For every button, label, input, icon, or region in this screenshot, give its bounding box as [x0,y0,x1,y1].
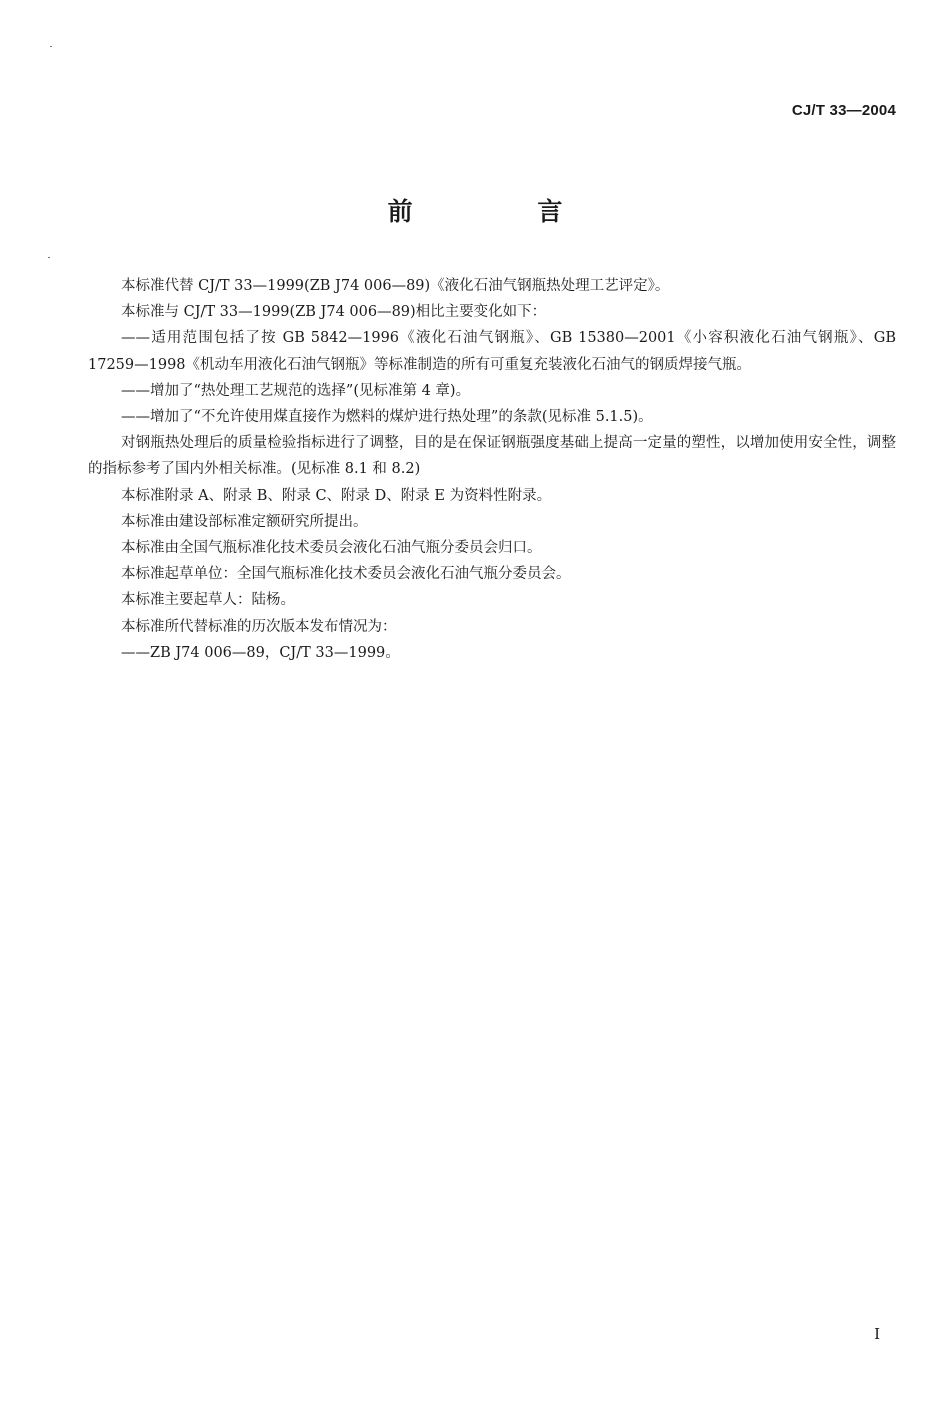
paragraph: ——增加了“不允许使用煤直接作为燃料的煤炉进行热处理”的条款(见标准 5.1.5)。 [121,409,653,426]
foreword-body [88,273,896,666]
standard-code: CJ/T 33—2004 [791,102,896,119]
paragraph: 本标准由建设部标准定额研究所提出。 [121,513,368,530]
page-number: I [874,1325,880,1343]
page-title: 前 言 [387,197,621,226]
paragraph: 本标准主要起草人：陆杨。 [121,592,295,609]
paragraph: 本标准由全国气瓶标准化技术委员会液化石油气瓶分委员会归口。 [121,540,542,557]
paragraph: ——适用范围包括了按 GB 5842—1996《液化石油气钢瓶》、GB 15380—2001《小容积液化石油气钢瓶》、GB 17259—1998《机动车用液化石油气钢瓶》等标准制造的所有可重复充装液化石油气的钢质焊接气瓶。 [88,330,896,373]
paragraph: 本标准与 CJ/T 33—1999(ZB J74 006—89)相比主要变化如下： [121,304,547,321]
scan-speck [48,257,50,258]
paragraph: 本标准附录 A、附录 B、附录 C、附录 D、附录 E 为资料性附录。 [121,487,552,504]
paragraph: ——增加了“热处理工艺规范的选择”(见标准第 4 章)。 [121,382,471,399]
paragraph: 对钢瓶热处理后的质量检验指标进行了调整，目的是在保证钢瓶强度基础上提高一定量的塑性，以增加使用安全性，调整的指标参考了国内外相关标准。(见标准 8.1 和 8.2) [88,435,896,478]
paragraph: 本标准起草单位：全国气瓶标准化技术委员会液化石油气瓶分委员会。 [121,566,571,583]
paragraph: 本标准代替 CJ/T 33—1999(ZB J74 006—89)《液化石油气钢瓶热处理工艺评定》。 [121,278,670,294]
paragraph: ——ZB J74 006—89，CJ/T 33—1999。 [121,644,400,661]
scan-speck [50,46,52,47]
paragraph: 本标准所代替标准的历次版本发布情况为： [121,618,397,635]
